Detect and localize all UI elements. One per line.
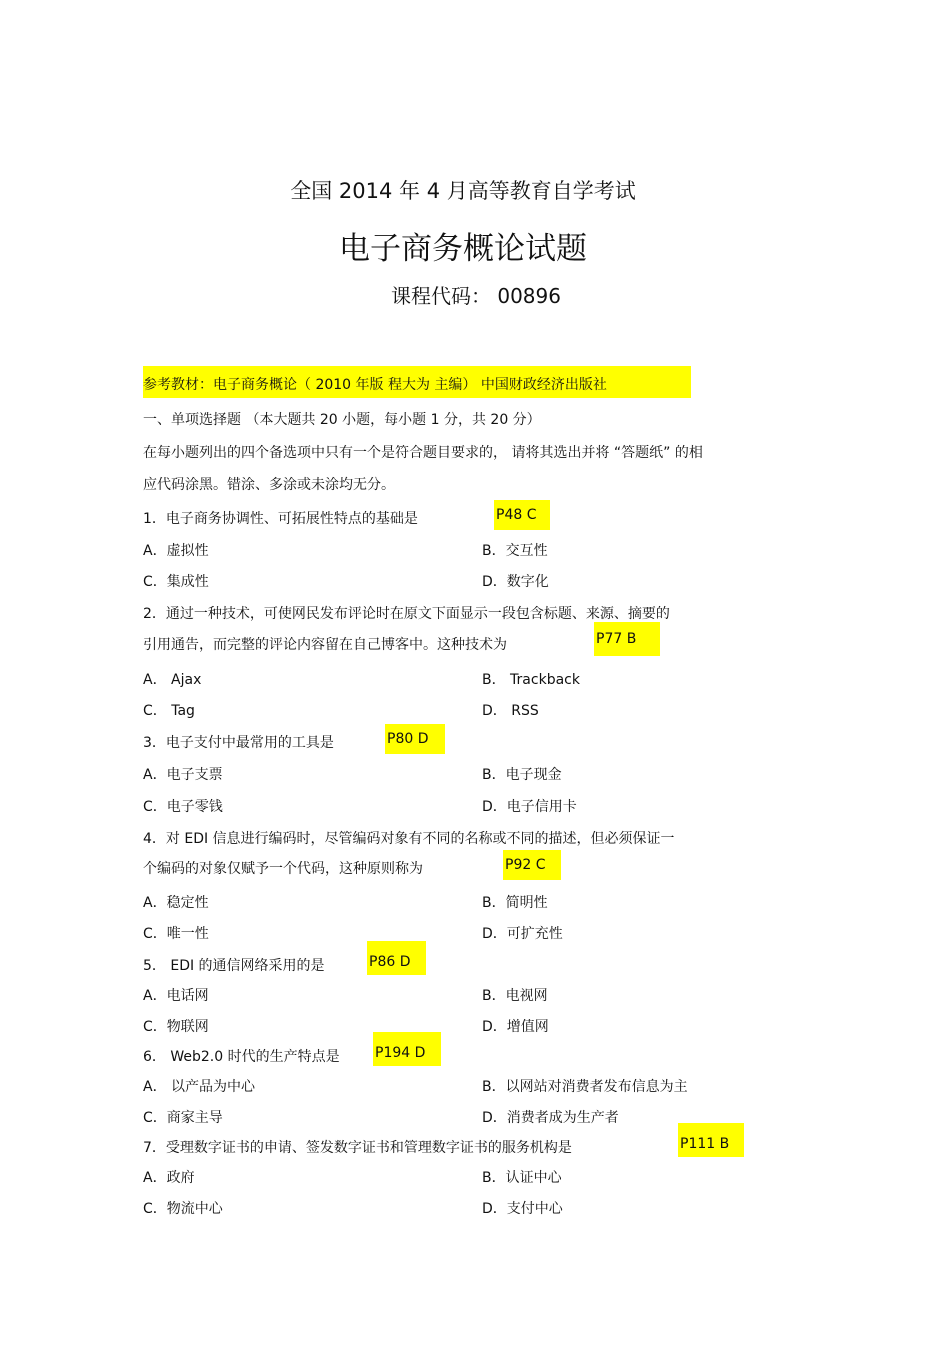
question-7-option-b: B．认证中心	[482, 1170, 562, 1186]
question-5-option-b: B．电视网	[482, 988, 548, 1004]
question-4-stem-line-1: 4．对 EDI 信息进行编码时，尽管编码对象有不同的名称或不同的描述，但必须保证一	[143, 831, 675, 847]
question-5-option-a: A．电话网	[143, 988, 209, 1004]
question-2-stem-line-2: 引用通告，而完整的评论内容留在自己博客中。这种技术为	[143, 637, 507, 653]
question-7-option-d: D．支付中心	[482, 1201, 563, 1217]
question-3-option-b: B．电子现金	[482, 767, 562, 783]
question-3-stem: 3．电子支付中最常用的工具是	[143, 735, 334, 751]
reference-book: 参考教材：电子商务概论（ 2010 年版 程大为 主编） 中国财政经济出版社	[143, 366, 691, 398]
question-6-answer-ref: P194 D	[373, 1032, 441, 1066]
question-2-stem-line-1: 2．通过一种技术，可使网民发布评论时在原文下面显示一段包含标题、来源、摘要的	[143, 606, 670, 622]
question-2-answer-ref: P77 B	[594, 622, 660, 656]
paper-title: 电子商务概论试题	[339, 231, 587, 267]
question-7-option-a: A．政府	[143, 1170, 195, 1186]
question-5-option-c: C．物联网	[143, 1019, 209, 1035]
question-3-answer-ref: P80 D	[385, 724, 445, 754]
question-1-answer-ref: P48 C	[494, 500, 550, 530]
question-4-option-c: C．唯一性	[143, 926, 209, 942]
exam-title: 全国 2014 年 4 月高等教育自学考试	[290, 179, 636, 203]
question-5-stem: 5． EDI 的通信网络采用的是	[143, 958, 325, 974]
question-3-option-d: D．电子信用卡	[482, 799, 577, 815]
course-code: 课程代码： 00896	[391, 284, 561, 308]
question-2-option-c: C． Tag	[143, 703, 195, 719]
question-2-option-d: D． RSS	[482, 703, 539, 719]
question-6-option-c: C．商家主导	[143, 1110, 223, 1126]
question-7-option-c: C．物流中心	[143, 1201, 223, 1217]
question-1-option-d: D．数字化	[482, 574, 549, 590]
question-6-option-a: A． 以产品为中心	[143, 1079, 256, 1095]
question-1-stem: 1．电子商务协调性、可拓展性特点的基础是	[143, 511, 418, 527]
question-4-answer-ref: P92 C	[503, 850, 561, 880]
question-6-option-d: D．消费者成为生产者	[482, 1110, 619, 1126]
section-heading: 一、单项选择题 （本大题共 20 小题，每小题 1 分，共 20 分）	[143, 412, 541, 428]
question-1-option-c: C．集成性	[143, 574, 209, 590]
question-5-option-d: D．增值网	[482, 1019, 549, 1035]
question-4-option-a: A．稳定性	[143, 895, 209, 911]
instructions-line-1: 在每小题列出的四个备选项中只有一个是符合题目要求的， 请将其选出并将 “答题纸” 的相	[143, 445, 703, 461]
question-6-stem: 6． Web2.0 时代的生产特点是	[143, 1049, 340, 1065]
question-4-option-d: D．可扩充性	[482, 926, 563, 942]
question-5-answer-ref: P86 D	[367, 941, 426, 975]
question-3-option-c: C．电子零钱	[143, 799, 223, 815]
question-7-answer-ref: P111 B	[678, 1123, 744, 1157]
question-3-option-a: A．电子支票	[143, 767, 223, 783]
question-4-stem-line-2: 个编码的对象仅赋予一个代码，这种原则称为	[143, 861, 423, 877]
question-1-option-a: A．虚拟性	[143, 543, 209, 559]
question-1-option-b: B．交互性	[482, 543, 548, 559]
question-4-option-b: B．简明性	[482, 895, 548, 911]
question-2-option-a: A． Ajax	[143, 672, 202, 688]
question-7-stem: 7．受理数字证书的申请、签发数字证书和管理数字证书的服务机构是	[143, 1140, 572, 1156]
question-6-option-b: B．以网站对消费者发布信息为主	[482, 1079, 688, 1095]
instructions-line-2: 应代码涂黑。错涂、多涂或未涂均无分。	[143, 477, 395, 493]
question-2-option-b: B． Trackback	[482, 672, 580, 688]
